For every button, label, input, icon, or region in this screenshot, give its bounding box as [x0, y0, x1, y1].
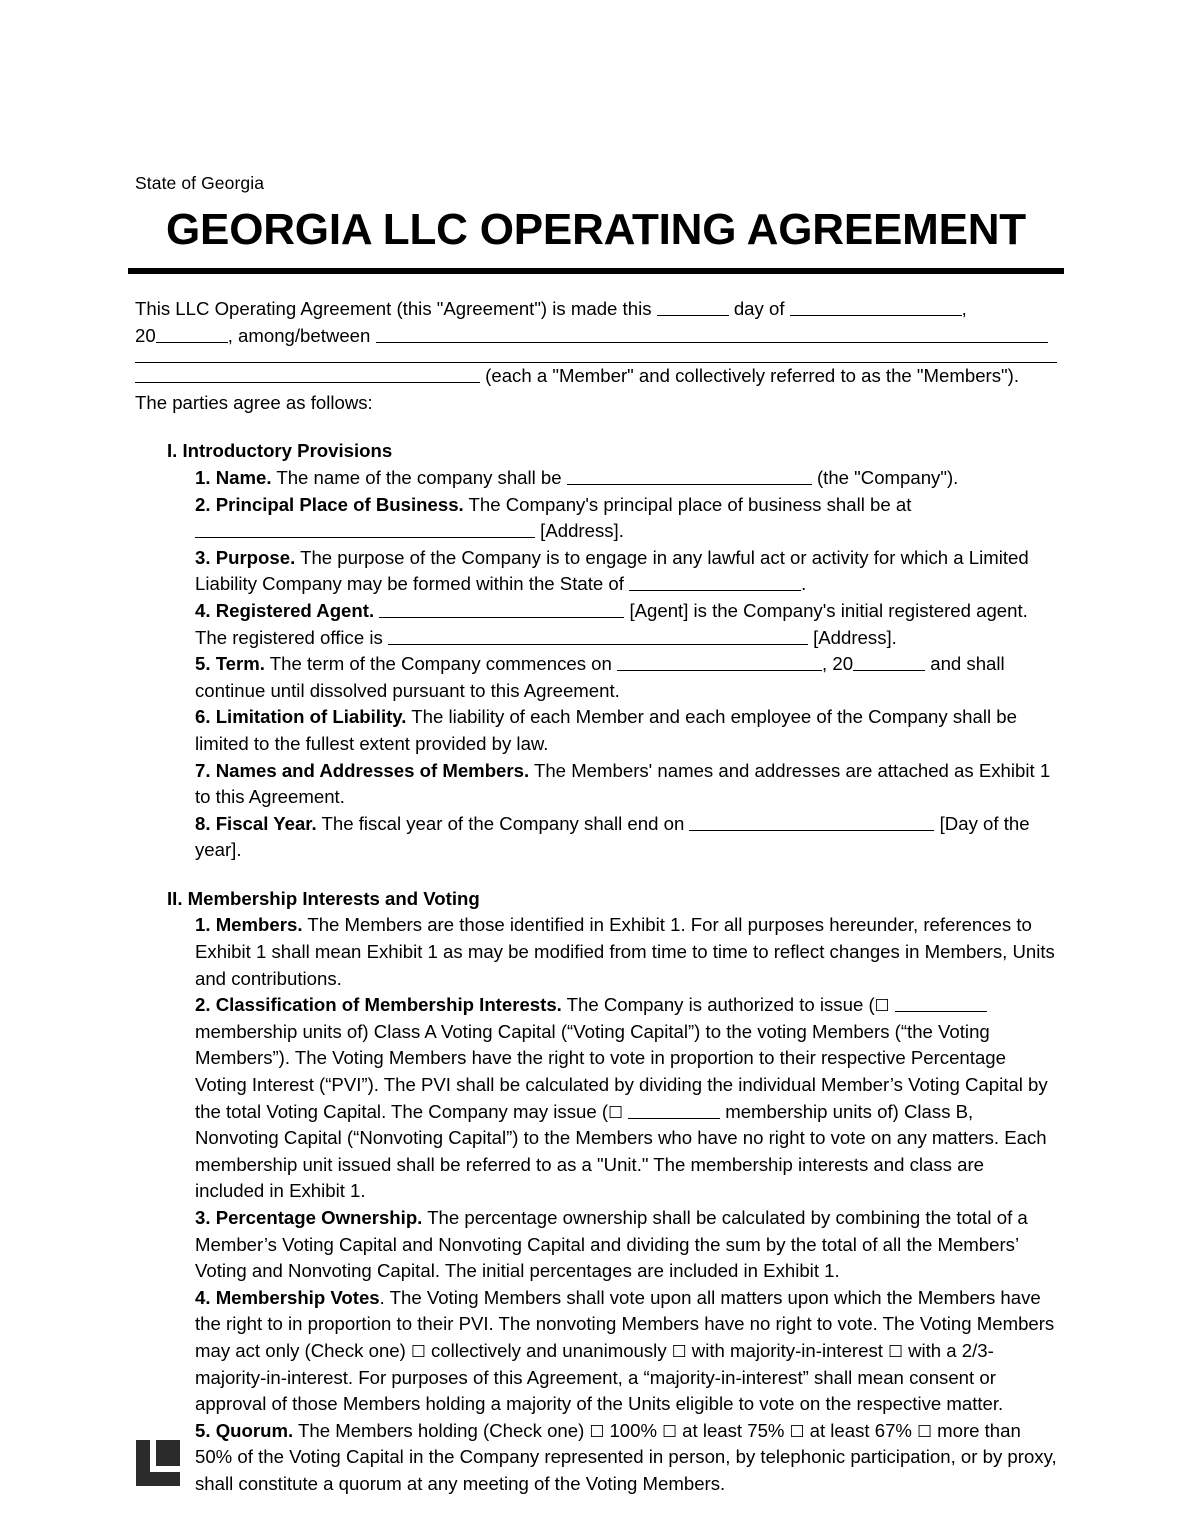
state-line: State of Georgia [135, 173, 265, 193]
checkbox-vote-collectively[interactable]: ☐ [411, 1341, 426, 1361]
title-divider [128, 268, 1064, 274]
item-ii-2-title: Classification of Membership Interests. [215, 994, 562, 1016]
intro-text-4: 20 [135, 324, 156, 346]
item-8-text-a: The fiscal year of the Company shall end on [321, 812, 685, 834]
item-4-text-b: [Address]. [813, 626, 897, 648]
item-3-num: 3. [195, 546, 211, 568]
item-8-num: 8. [195, 812, 211, 834]
item-ii-2-num: 2. [195, 994, 211, 1016]
blank-parties-2[interactable] [135, 362, 1057, 363]
item-ii-4-opt2: with majority-in-interest [691, 1339, 883, 1361]
item-ii-2-text-a: The Company is authorized to issue ( [566, 994, 875, 1016]
item-ii-2-classification [195, 992, 1057, 1205]
item-ii-1-members [195, 912, 1057, 992]
legal-templates-logo-icon [136, 1440, 180, 1486]
item-6-num: 6. [195, 706, 211, 728]
checkbox-quorum-75[interactable]: ☐ [662, 1421, 677, 1441]
item-5-text-a: The term of the Company commences on [269, 653, 612, 675]
item-4-text-a: [Agent] is the Company's initial registered agent. The registered office is [195, 599, 1028, 648]
intro-text-2: day of [733, 298, 785, 319]
item-1-name [195, 465, 1057, 492]
intro-text-6: (each a "Member" and collectively referred to as the "Members"). [485, 365, 1019, 387]
item-2-principal-place [195, 492, 1057, 545]
section-heading-1 [167, 438, 1057, 465]
item-5-title: Term. [215, 653, 265, 675]
item-ii-4-text-a: . The Voting Members shall vote upon all matters upon which the Members have the right to in proportion to their PVI. The nonvoting Members have no right to vote. The Voting Members may act only (Check one) [195, 1286, 1055, 1361]
item-ii-5-opt1: 100% [609, 1419, 657, 1441]
checkbox-quorum-100[interactable]: ☐ [589, 1421, 605, 1441]
blank-class-b-units[interactable] [628, 1101, 720, 1119]
checkbox-quorum-50[interactable]: ☐ [917, 1421, 932, 1441]
item-2-text-b: [Address]. [540, 520, 624, 542]
item-7-names-addresses [195, 758, 1057, 811]
intro-paragraph [135, 296, 1057, 416]
item-5-num: 5. [195, 653, 211, 675]
section-heading-2 [167, 886, 1057, 913]
checkbox-class-b-units[interactable]: ☐ [608, 1102, 623, 1122]
checkbox-class-a-units[interactable]: ☐ [874, 996, 890, 1016]
item-1-text-a: The name of the company shall be [276, 466, 562, 488]
checkbox-quorum-67[interactable]: ☐ [789, 1421, 805, 1441]
item-ii-5-text-b: of the Voting Capital in the Company represented in person, by telephonic participation, or by proxy, shall constitute a quorum at any meeting of the Voting Members. [195, 1446, 1057, 1494]
blank-company-name[interactable] [567, 467, 812, 485]
item-ii-1-title: Members. [215, 914, 303, 936]
item-2-text-a: The Company's principal place of business shall be at [468, 493, 912, 515]
item-5-term [195, 651, 1057, 704]
item-4-num: 4. [195, 599, 211, 621]
item-ii-5-opt2: at least 75% [682, 1419, 785, 1441]
item-2-num: 2. [195, 493, 211, 515]
section-number-1: I. [167, 440, 178, 462]
item-ii-5-title: Quorum. [215, 1419, 294, 1441]
item-3-title: Purpose. [215, 546, 296, 568]
blank-fiscal-year-end[interactable] [689, 813, 934, 831]
blank-state[interactable] [629, 573, 801, 591]
item-1-text-b: (the "Company"). [816, 466, 959, 488]
item-ii-3-text-a: The percentage ownership shall be calculated by combining the total of a Member’s Voting Capital and Nonvoting Capital and dividing the sum by the total of all the Members’ Voting and Nonvoting Capital. The initial percentages are included in Exhibit 1. [195, 1207, 1028, 1282]
item-6-limitation-liability [195, 704, 1057, 757]
item-ii-4-num: 4. [195, 1286, 211, 1308]
item-ii-1-text-a: The Members are those identified in Exhibit 1. For all purposes hereunder, references to Exhibit 1 shall mean Exhibit 1 as may be modified from time to time to reflect changes in Members, Units and contributions. [195, 914, 1055, 989]
item-7-title: Names and Addresses of Members. [215, 759, 530, 781]
item-6-text-a: The liability of each Member and each employee of the Company shall be limited to the fullest extent provided by law. [195, 706, 1017, 754]
page-title: GEORGIA LLC OPERATING AGREEMENT [166, 205, 1026, 254]
item-2-title: Principal Place of Business. [215, 493, 464, 515]
blank-class-a-units[interactable] [895, 994, 987, 1012]
item-1-num: 1. [195, 466, 211, 488]
logo-cutout-inner [156, 1440, 180, 1466]
intro-text-1: This LLC Operating Agreement (this "Agreement") is made this [135, 298, 652, 319]
blank-parties-1[interactable] [376, 325, 1048, 343]
document-body [135, 296, 1057, 1498]
item-8-title: Fiscal Year. [215, 812, 317, 834]
item-5-text-b: , 20 [822, 653, 854, 675]
intro-text-5: , among/between [227, 324, 371, 346]
item-ii-3-percentage-ownership [195, 1205, 1057, 1285]
item-ii-5-text-a: The Members holding (Check one) [298, 1419, 585, 1441]
item-ii-3-num: 3. [195, 1207, 211, 1228]
item-ii-4-opt1: collectively and unanimously [430, 1339, 667, 1361]
blank-month[interactable] [790, 298, 962, 316]
blank-agent-name[interactable] [379, 600, 624, 618]
item-ii-5-quorum [195, 1418, 1057, 1498]
item-ii-1-num: 1. [195, 914, 211, 936]
item-5-text-c: and shall continue until dissolved pursuant to this Agreement. [195, 653, 1005, 701]
item-ii-5-opt3: at least 67% [809, 1419, 912, 1441]
section-title-2: Membership Interests and Voting [187, 887, 480, 909]
blank-parties-3[interactable] [135, 365, 480, 383]
blank-year[interactable] [156, 325, 228, 343]
item-ii-4-membership-votes [195, 1285, 1057, 1418]
item-3-text-a: The purpose of the Company is to engage in any lawful act or activity for which a Limited Liability Company may be formed within the State of [195, 546, 1029, 595]
blank-principal-address[interactable] [195, 520, 535, 538]
checkbox-vote-two-thirds[interactable]: ☐ [888, 1341, 903, 1361]
item-3-text-b: . [801, 573, 807, 595]
item-7-text-a: The Members' names and addresses are attached as Exhibit 1 to this Agreement. [195, 759, 1051, 808]
item-ii-2-text-c: membership units of) Class B, Nonvoting Capital (“Nonvoting Capital”) to the Members who have no right to vote on any matters. Each membership unit issued shall be referred to as a "Unit." The membership interests and class are included in Exhibit 1. [195, 1100, 1047, 1202]
blank-day[interactable] [657, 298, 729, 316]
item-ii-5-num: 5. [195, 1419, 211, 1441]
item-ii-5-opt4: more than 50% [195, 1419, 1021, 1468]
blank-term-date[interactable] [617, 653, 822, 671]
item-ii-4-text-b: For purposes of this Agreement, a “majority-in-interest” shall mean consent or approval of those Members holding a majority of the Units eligible to vote on the respective matter. [195, 1366, 1004, 1415]
item-8-fiscal-year [195, 811, 1057, 864]
item-4-title: Registered Agent. [215, 599, 375, 621]
item-8-text-b: [Day of the year]. [195, 812, 1030, 861]
item-ii-3-title: Percentage Ownership. [215, 1207, 423, 1228]
intro-text-3: , [961, 298, 967, 319]
item-ii-4-title: Membership Votes [215, 1286, 380, 1308]
blank-term-year[interactable] [853, 653, 925, 671]
intro-text-7: The parties agree as follows: [135, 391, 373, 413]
item-6-title: Limitation of Liability. [215, 706, 407, 728]
item-1-title: Name. [215, 466, 272, 488]
item-3-purpose [195, 545, 1057, 598]
checkbox-vote-majority[interactable]: ☐ [671, 1341, 687, 1361]
item-7-num: 7. [195, 759, 211, 781]
item-4-registered-agent [195, 598, 1057, 651]
item-ii-4-opt3: with a 2/3-majority-in-interest. [195, 1339, 994, 1388]
item-ii-2-text-b: membership units of) Class A Voting Capital (“Voting Capital”) to the voting Members (“the Voting Members”). The Voting Members have the right to vote in proportion to their respective Percentage Voting Interest (“PVI”). The PVI shall be calculated by dividing the individual Member’s Voting Capital by the total Voting Capital. The Company may issue ( [195, 1020, 1048, 1122]
section-number-2: II. [167, 887, 183, 909]
section-title-1: Introductory Provisions [182, 440, 393, 462]
blank-registered-office[interactable] [388, 627, 808, 645]
